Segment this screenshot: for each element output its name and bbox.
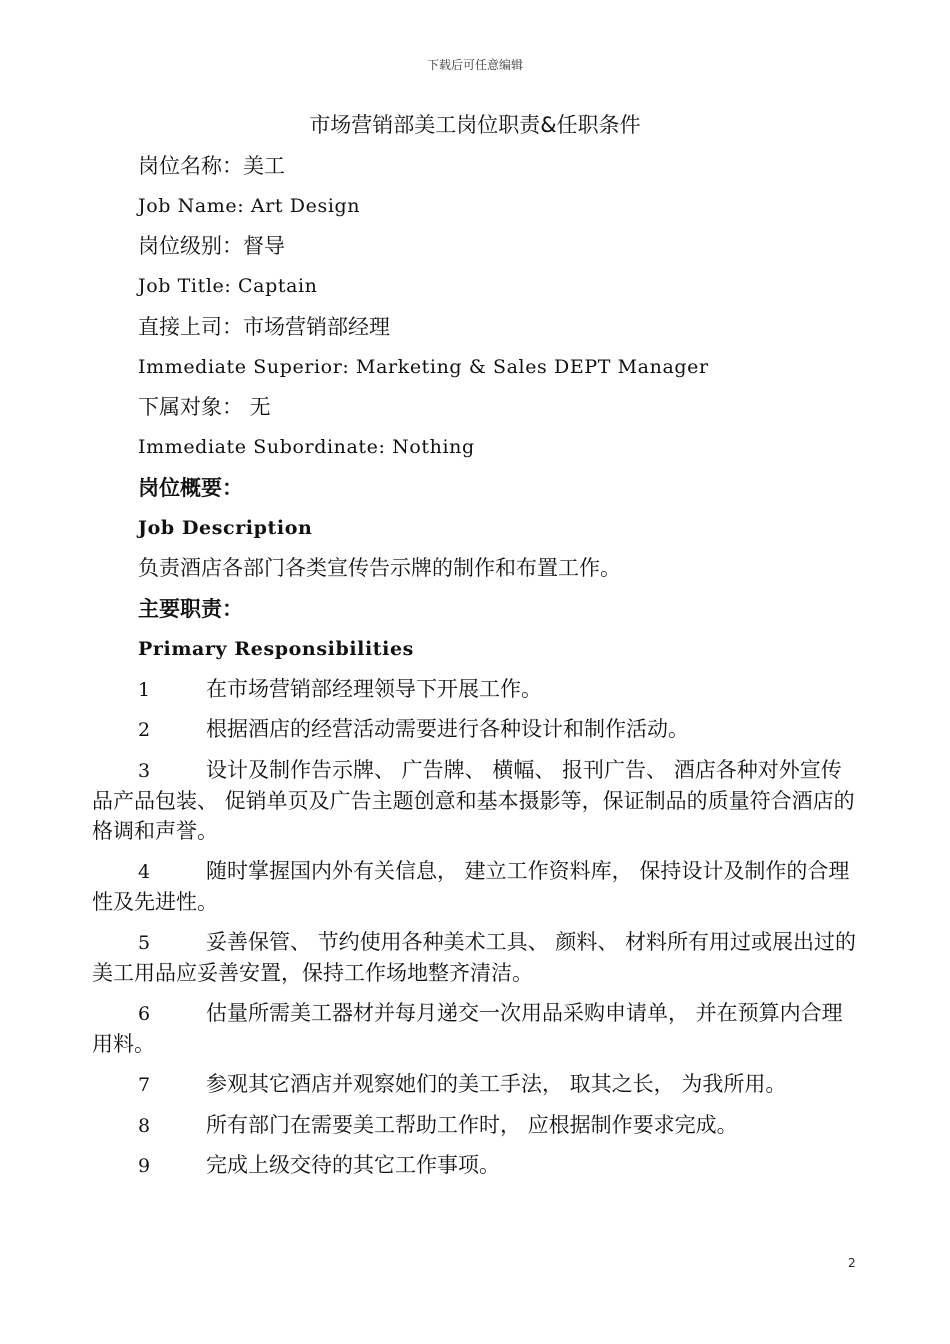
field-job-level-cn: 岗位级别：督导 <box>138 234 285 258</box>
responsibility-item <box>92 674 858 705</box>
item-text: 随时掌握国内外有关信息， 建立工作资料库， 保持设计及制作的合理性及先进性。 <box>92 859 850 914</box>
item-text: 所有部门在需要美工帮助工作时， 应根据制作要求完成。 <box>206 1113 738 1137</box>
item-text: 妥善保管、 节约使用各种美术工具、 颜料、 材料所有用过或展出过的美工用品应妥善安置，保持工作场地整齐清洁。 <box>92 930 857 985</box>
responsibility-item <box>92 1150 858 1181</box>
summary-heading-en: Job Description <box>138 517 313 539</box>
item-number: 7 <box>138 1074 151 1096</box>
item-text: 在市场营销部经理领导下开展工作。 <box>206 677 542 701</box>
responsibility-item <box>92 1069 858 1100</box>
item-text: 根据酒店的经营活动需要进行各种设计和制作活动。 <box>206 717 689 741</box>
header-note: 下载后可任意编辑 <box>426 58 523 72</box>
item-number: 9 <box>138 1155 151 1177</box>
field-subordinate-en: Immediate Subordinate: Nothing <box>138 436 475 458</box>
item-text: 估量所需美工器材并每月递交一次用品采购申请单， 并在预算内合理用料。 <box>92 1001 843 1056</box>
item-text: 完成上级交待的其它工作事项。 <box>206 1153 500 1177</box>
document-title: 市场营销部美工岗位职责&任职条件 <box>309 113 641 137</box>
field-job-name-en: Job Name: Art Design <box>138 195 361 217</box>
item-number: 3 <box>138 760 151 782</box>
item-number: 5 <box>138 932 151 954</box>
responsibility-item <box>92 1110 858 1141</box>
summary-text: 负责酒店各部门各类宣传告示牌的制作和布置工作。 <box>138 556 621 580</box>
field-superior-cn: 直接上司：市场营销部经理 <box>138 315 390 339</box>
item-number: 1 <box>138 679 151 701</box>
responsibility-item <box>92 927 858 988</box>
item-number: 6 <box>138 1003 151 1025</box>
item-number: 4 <box>138 861 151 883</box>
field-subordinate-cn: 下属对象： 无 <box>138 395 271 419</box>
field-superior-en: Immediate Superior: Marketing & Sales DEPT Manager <box>138 356 709 378</box>
responsibility-item <box>92 755 858 846</box>
responsibilities-heading-en: Primary Responsibilities <box>138 638 414 660</box>
page-number: 2 <box>848 1256 856 1270</box>
item-number: 8 <box>138 1115 151 1137</box>
responsibilities-heading-cn: 主要职责： <box>138 597 243 621</box>
responsibility-item <box>92 856 858 917</box>
item-text: 设计及制作告示牌、 广告牌、 横幅、 报刊广告、 酒店各种对外宣传品产品包装、 促销单页及广告主题创意和基本摄影等，保证制品的质量符合酒店的格调和声誉。 <box>92 758 855 843</box>
item-number: 2 <box>138 719 151 741</box>
responsibility-item <box>92 998 858 1059</box>
item-text: 参观其它酒店并观察她们的美工手法， 取其之长， 为我所用。 <box>206 1072 787 1096</box>
field-job-title-en: Job Title: Captain <box>138 275 318 297</box>
responsibility-item <box>92 714 858 745</box>
summary-heading-cn: 岗位概要： <box>138 476 243 500</box>
field-job-name-cn: 岗位名称：美工 <box>138 154 285 178</box>
